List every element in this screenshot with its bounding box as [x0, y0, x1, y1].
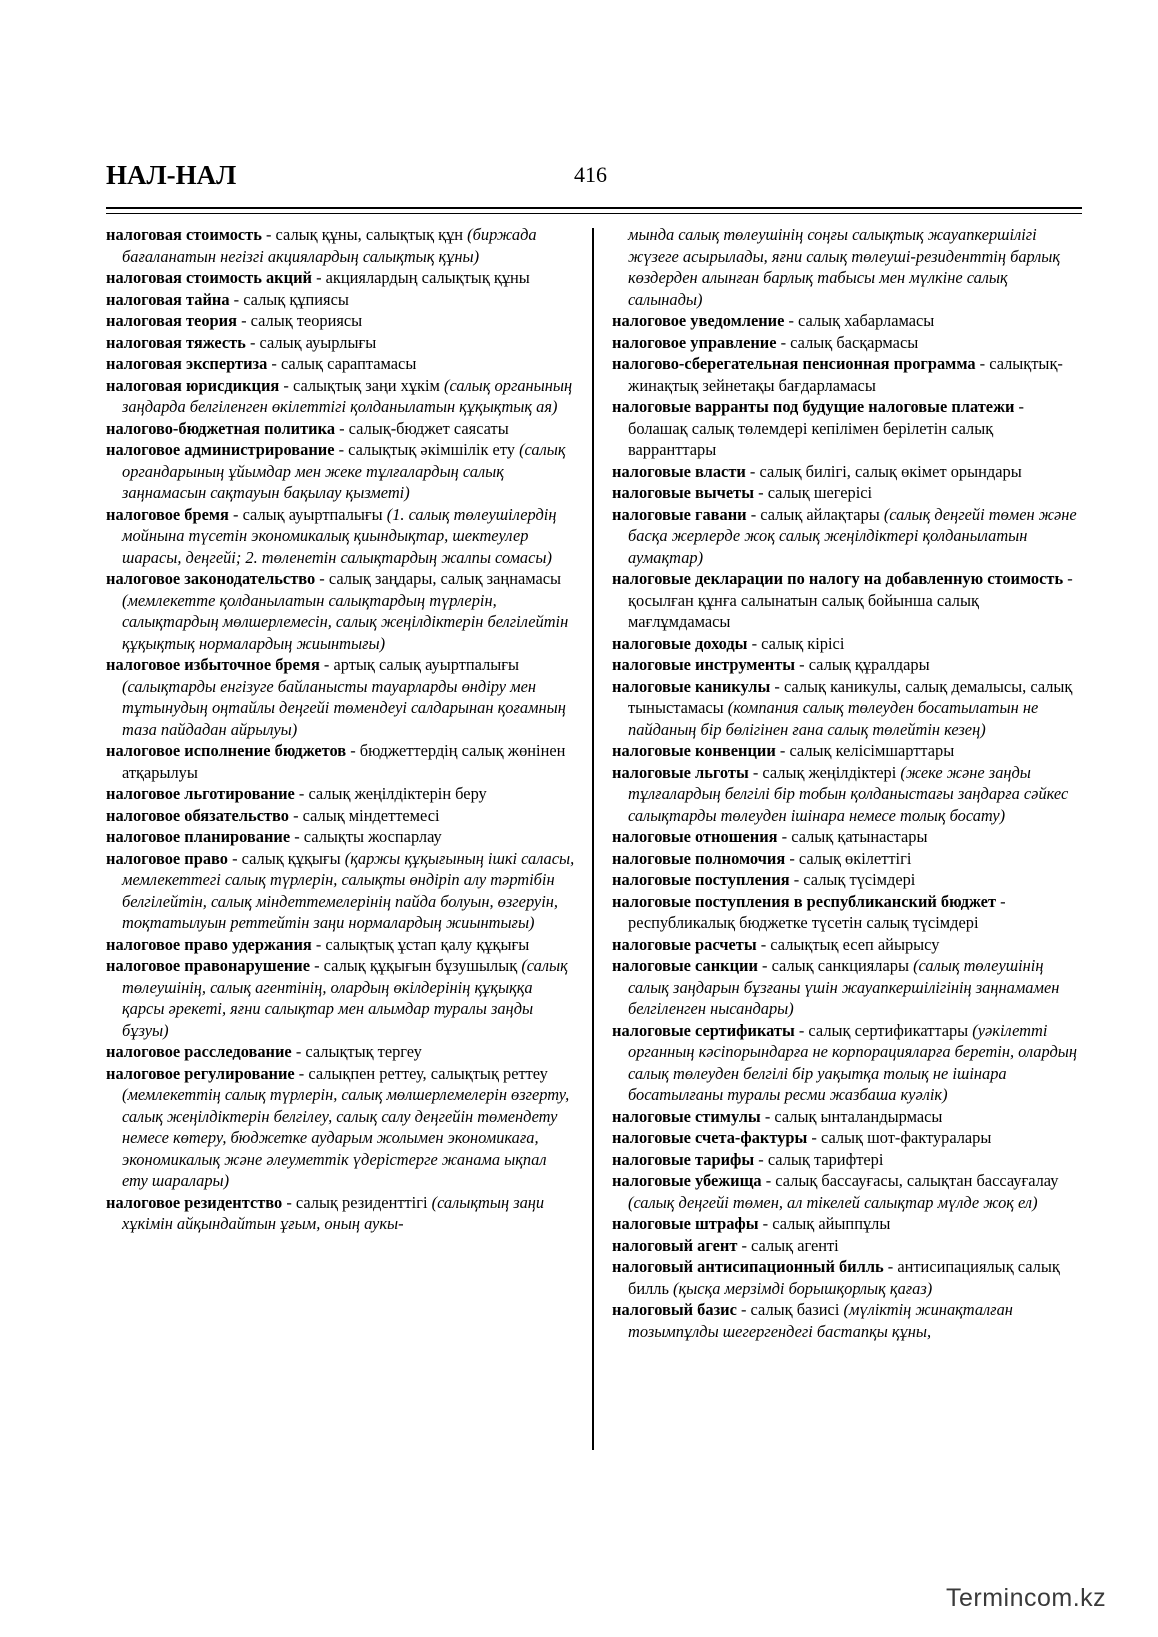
entry-definition: - салықтық әкімшілік ету: [334, 440, 520, 459]
dictionary-entry: [612, 1106, 1082, 1128]
dictionary-entry: [106, 224, 576, 267]
site-watermark: Termincom.kz: [946, 1584, 1107, 1612]
entry-definition: - салықтық заңи хұкім: [279, 375, 445, 395]
entry-definition: - салық резиденттігі: [282, 1192, 432, 1212]
entry-definition: - салық құралдары: [795, 655, 930, 674]
entry-definition: - бюджеттердің салық жөнінен атқарылуы: [122, 741, 566, 782]
entry-definition: - салық шегерісі: [754, 483, 873, 502]
dictionary-entry: [106, 267, 576, 289]
dictionary-entry: [106, 805, 576, 827]
dictionary-entry: [612, 1170, 1082, 1213]
dictionary-entry: [612, 1256, 1082, 1299]
entry-term: налоговые декларации по налогу на добавленную стоимость: [612, 569, 1064, 588]
entry-note: (салық деңгейі төмен және басқа жерлерде жоқ салық жеңілдіктері қолданылатын аумақтар): [628, 504, 1077, 567]
entry-definition: - салықтық есеп айырысу: [756, 934, 940, 954]
dictionary-entry: [612, 504, 1082, 569]
dictionary-entry: [612, 1020, 1082, 1106]
entry-note: (мемлекеттің салық түрлерін, салық мөлшерлемелерін өзгерту, салық жеңілдіктерін белгілеу, салық салу деңгейін төмендету немесе көтеру, бюджетке аударым жолымен экономикаға, экономикалық және әлеуметтік үдерістерге жанама ықпал ету шаралары): [122, 1085, 570, 1190]
entry-term: налоговое право: [106, 848, 228, 868]
entry-term: налоговая стоимость акций: [106, 268, 312, 287]
dictionary-entry: [612, 955, 1082, 1020]
entry-term: налоговые стимулы: [612, 1106, 761, 1126]
entry-term: налоговый базис: [612, 1300, 737, 1319]
entry-definition: - салық агенті: [737, 1235, 839, 1255]
header-rule-thin: [106, 213, 1082, 214]
dictionary-entry: [612, 934, 1082, 956]
dictionary-entry: [106, 568, 576, 654]
entry-definition: - салық түсімдері: [789, 870, 916, 889]
entry-note: (салықтарды енгізуге байланысты тауарларды өндіру мен тұтынудың оңтайлы деңгейі төмендеуі салдарынан қоғамның таза пайдадан айрылуы): [122, 676, 566, 739]
entry-term: налоговое уведомление: [612, 311, 785, 330]
dictionary-entry: [612, 869, 1082, 891]
dictionary-entry: [612, 353, 1082, 396]
entry-definition: - салық шот-фактуралары: [807, 1128, 992, 1147]
entry-term: налоговое расследование: [106, 1042, 292, 1061]
entry-definition: - салық жеңілдіктерін беру: [294, 784, 487, 803]
entry-definition: - салық тарифтері: [754, 1149, 884, 1169]
dictionary-entry: [106, 783, 576, 805]
dictionary-entry: [106, 955, 576, 1041]
dictionary-entry: [612, 482, 1082, 504]
entry-term: налоговые власти: [612, 461, 746, 481]
entry-term: налоговое управление: [612, 332, 777, 352]
entry-definition: - салық теориясы: [236, 311, 363, 330]
entry-term: налоговая стоимость: [106, 225, 262, 244]
entry-note: (мемлекетте қолданылатын салықтардың түрлерін, салықтардың мөлшерлемесін, салық жеңілдіктерін белгілейтін құқықтық нормалардың жиынтығы): [122, 590, 569, 653]
dictionary-entry: [106, 1192, 576, 1235]
entry-note: (биржада бағаланатын негізгі акциялардың салықтық құны): [122, 225, 537, 266]
entry-definition: - салық-бюджет саясаты: [335, 418, 509, 438]
dictionary-entry: [106, 439, 576, 504]
entry-definition: - антисипациялық салық билль: [628, 1257, 1060, 1298]
entry-definition: - салық айлақтары: [746, 504, 884, 524]
right-column: [612, 224, 1082, 1342]
dictionary-entry: [106, 848, 576, 934]
dictionary-entry: [612, 848, 1082, 870]
entry-definition: - салық заңдары, салық заңнамасы: [315, 569, 562, 588]
entry-term: налоговое законодательство: [106, 569, 316, 588]
entry-term: налоговые каникулы: [612, 676, 771, 696]
entry-term: налоговое обязательство: [106, 805, 289, 825]
entry-term: налоговые гавани: [612, 504, 747, 524]
entry-definition: - салық сараптамасы: [267, 354, 417, 373]
entry-definition: - салық өкілеттігі: [785, 848, 912, 868]
entry-definition: - салық ауырлығы: [245, 332, 377, 352]
entry-term: налоговое исполнение бюджетов: [106, 741, 347, 760]
dictionary-entry: [612, 332, 1082, 354]
entry-note: (салық органдарының ұйымдар мен жеке тұлғалардың салық заңнамасын сақтауын бақылау қызметі): [122, 440, 566, 502]
page-header-title: НАЛ-НАЛ: [106, 160, 237, 190]
entry-definition: - салықты жоспарлау: [290, 827, 442, 846]
entry-note: (салық төлеушінің салық заңдарын бұзғаны үшін жауапкершілігінің заңнамамен белгіленген нысандары): [628, 956, 1060, 1018]
entry-term: налоговые льготы: [612, 762, 749, 782]
entry-term: налоговые штрафы: [612, 1214, 759, 1233]
entry-note: (салықтың заңи хұкімін айқындайтын ұғым, оның аукы-: [122, 1192, 545, 1233]
entry-term: налоговая экспертиза: [106, 354, 268, 373]
entry-definition: - республикалық бюджетке түсетін салық түсімдері: [628, 891, 1006, 932]
entry-term: налоговые поступления в республиканский бюджет: [612, 891, 997, 911]
entry-definition: - салық билігі, салық өкімет орындары: [745, 461, 1022, 481]
entry-definition: - салық құпиясы: [229, 289, 349, 309]
entry-term: налоговые отношения: [612, 827, 778, 846]
dictionary-entry: [106, 353, 576, 375]
entry-note: (уәкілетті органның кәсіпорындарға не корпорацияларға беретін, олардың салық төлеуден белгілі бір уақытқа толық не ішінара босатылғаны туралы ресми жазбаша куәлік): [628, 1020, 1078, 1104]
entry-definition: - салық ынталандырмасы: [760, 1106, 943, 1126]
dictionary-entry: [612, 826, 1082, 848]
left-column: [106, 224, 576, 1235]
entry-definition: - салық кірісі: [747, 633, 845, 653]
entry-term: налогово-бюджетная политика: [106, 418, 336, 438]
entry-term: налоговые полномочия: [612, 848, 786, 868]
entry-definition: - салықпен реттеу, салықтық реттеу: [294, 1063, 548, 1083]
dictionary-entry: [106, 740, 576, 783]
entry-definition: - салық каникулы, салық демалысы, салық тыныстамасы: [628, 676, 1073, 717]
dictionary-entry: [106, 418, 576, 440]
entry-definition: - салық құқығы: [228, 848, 345, 868]
dictionary-entry: [612, 1235, 1082, 1257]
entry-definition: - салықтық-жинақтық зейнетақы бағдарламасы: [628, 354, 1063, 395]
dictionary-entry: [106, 934, 576, 956]
entry-definition: - болашақ салық төлемдері кепілімен берілетін салық варранттары: [628, 397, 1024, 459]
entry-term: налоговый антисипационный билль: [612, 1257, 884, 1276]
entry-definition: - салық санкциялары: [757, 956, 914, 975]
column-divider: [592, 228, 594, 1450]
dictionary-entry: [612, 633, 1082, 655]
entry-note: (салық деңгейі төмен, ал тікелей салықтар мүлде жоқ ел): [628, 1192, 1038, 1212]
dictionary-entry: [612, 396, 1082, 461]
entry-definition: - салық айыппұлы: [758, 1214, 891, 1233]
entry-term: налоговое льготирование: [106, 784, 295, 803]
entry-term: налоговые поступления: [612, 870, 790, 889]
dictionary-entry: [612, 740, 1082, 762]
entry-term: налоговое планирование: [106, 827, 291, 846]
entry-definition: - салық басқармасы: [776, 332, 919, 352]
entry-term: налоговое избыточное бремя: [106, 655, 320, 674]
entry-term: налоговая теория: [106, 311, 237, 330]
entry-term: налоговая тяжесть: [106, 332, 246, 352]
entry-term: налоговые доходы: [612, 633, 748, 653]
entry-term: налогово-сберегательная пенсионная программа: [612, 354, 976, 373]
entry-note: (қаржы құқығының ішкі саласы, мемлекеттегі салық түрлерін, салықты өндіріп алу тәртібін белгілейтін, салық міндеттемелерінің пайда болуын, өзгеруін, тоқтатылуын реттейтін заңи нормалардың жиынтығы): [122, 848, 575, 932]
entry-definition: - салық міндеттемесі: [288, 805, 440, 825]
dictionary-entry: [106, 375, 576, 418]
entry-term: налоговые вычеты: [612, 483, 755, 502]
entry-note: (қысқа мерзімді борышқорлық қағаз): [673, 1278, 933, 1298]
entry-term: налоговые санкции: [612, 956, 758, 975]
entry-term: налоговые убежища: [612, 1171, 762, 1190]
entry-term: налоговые сертификаты: [612, 1020, 795, 1040]
entry-term: налоговый агент: [612, 1235, 738, 1255]
dictionary-entry: [106, 310, 576, 332]
entry-definition: - салық базисі: [736, 1300, 844, 1319]
entry-definition: - салық бассауғасы, салықтан бассауғалау: [761, 1171, 1059, 1190]
entry-term: налоговые тарифы: [612, 1149, 755, 1169]
dictionary-entry: [612, 1127, 1082, 1149]
entry-definition: - салық келісімшарттары: [775, 741, 955, 760]
dictionary-entry: [612, 461, 1082, 483]
entry-definition: - салық құны, салықтық құн: [261, 225, 468, 244]
dictionary-entry: [106, 654, 576, 740]
dictionary-entry: [612, 1149, 1082, 1171]
dictionary-entry: [106, 826, 576, 848]
dictionary-entry: [106, 332, 576, 354]
entry-definition: - салық жеңілдіктері: [748, 762, 901, 782]
entry-term: налоговые варранты под будущие налоговые платежи: [612, 397, 1015, 416]
entry-definition: - салық қатынастары: [777, 827, 928, 846]
dictionary-entry: [612, 654, 1082, 676]
entry-definition: - салық сертификаттары: [794, 1020, 973, 1040]
entry-term: налоговая юрисдикция: [106, 375, 280, 395]
entry-term: налоговое право удержания: [106, 934, 312, 954]
entry-term: налоговая тайна: [106, 289, 230, 309]
dictionary-entry: [106, 1041, 576, 1063]
entry-definition: - салықтық ұстап қалу құқығы: [311, 934, 530, 954]
dictionary-entry: [106, 504, 576, 569]
entry-note: (1. салық төлеушілердің мойнына түсетін экономикалық қиындықтар, шектеулер шарасы, деңгейі; 2. төленетін салықтардың жалпы сомасы): [122, 504, 557, 567]
dictionary-entry: [612, 676, 1082, 741]
dictionary-entry: [612, 891, 1082, 934]
entry-note: (компания салық төлеуден босатылатын не пайданың бір бөлігінен ғана салық төлейтін кезең): [628, 698, 1039, 739]
entry-definition: - акциялардың салықтық құны: [311, 268, 530, 287]
dictionary-entry: [106, 289, 576, 311]
entry-definition: - артық салық ауыртпалығы: [319, 655, 520, 674]
entry-term: налоговые конвенции: [612, 741, 776, 760]
entry-definition: - салық ауыртпалығы: [228, 504, 387, 524]
entry-definition: - салық құқығын бұзушылық: [310, 956, 522, 975]
entry-term: налоговое регулирование: [106, 1063, 295, 1083]
entry-note: (жеке және заңды тұлғалардың белгілі бір тобын қолданыстағы заңдарға сәйкес салықтарды төлеуден ішінара немесе толық босату): [628, 762, 1069, 825]
entry-note: (салық төлеушінің, салық агентінің, олардың өкілдерінің құқыққа қарсы әрекеті, яғни салықтар мен алымдар туралы заңды бұзуы): [122, 956, 568, 1040]
entry-term: налоговое резидентство: [106, 1192, 283, 1212]
dictionary-entry: [612, 1213, 1082, 1235]
entry-term: налоговые расчеты: [612, 934, 757, 954]
header-rule-thick: [106, 207, 1082, 209]
entry-note: (салық органының заңдарда белгіленген өкілеттігі қолданылатын құқықтық ая): [122, 375, 573, 416]
entry-term: налоговое правонарушение: [106, 956, 311, 975]
dictionary-entry: [612, 310, 1082, 332]
dictionary-entry: [612, 1299, 1082, 1342]
dictionary-entry: [106, 1063, 576, 1192]
continuation-text: мында салық төлеушінің соңғы салықтық жауапкершілігі жүзеге асырылады, яғни салық төлеуші-резиденттің барлық көздерден алынған барлық табысы мен мүлкіне салық салынады): [628, 225, 1061, 309]
dictionary-entry: [612, 762, 1082, 827]
entry-definition: - салық хабарламасы: [784, 311, 935, 330]
entry-definition: - қосылған құнға салынатын салық бойынша салық мағлұмдамасы: [628, 569, 1073, 631]
entry-term: налоговое бремя: [106, 504, 229, 524]
dictionary-entry: [612, 568, 1082, 633]
entry-term: налоговые счета-фактуры: [612, 1128, 808, 1147]
entry-term: налоговые инструменты: [612, 655, 796, 674]
entry-term: налоговое администрирование: [106, 440, 335, 459]
page-number: 416: [574, 162, 607, 187]
entry-definition: - салықтық тергеу: [291, 1042, 422, 1061]
entry-note: (мүліктің жинақталған тозымпұлды шегергендегі бастапқы құны,: [628, 1300, 1013, 1341]
